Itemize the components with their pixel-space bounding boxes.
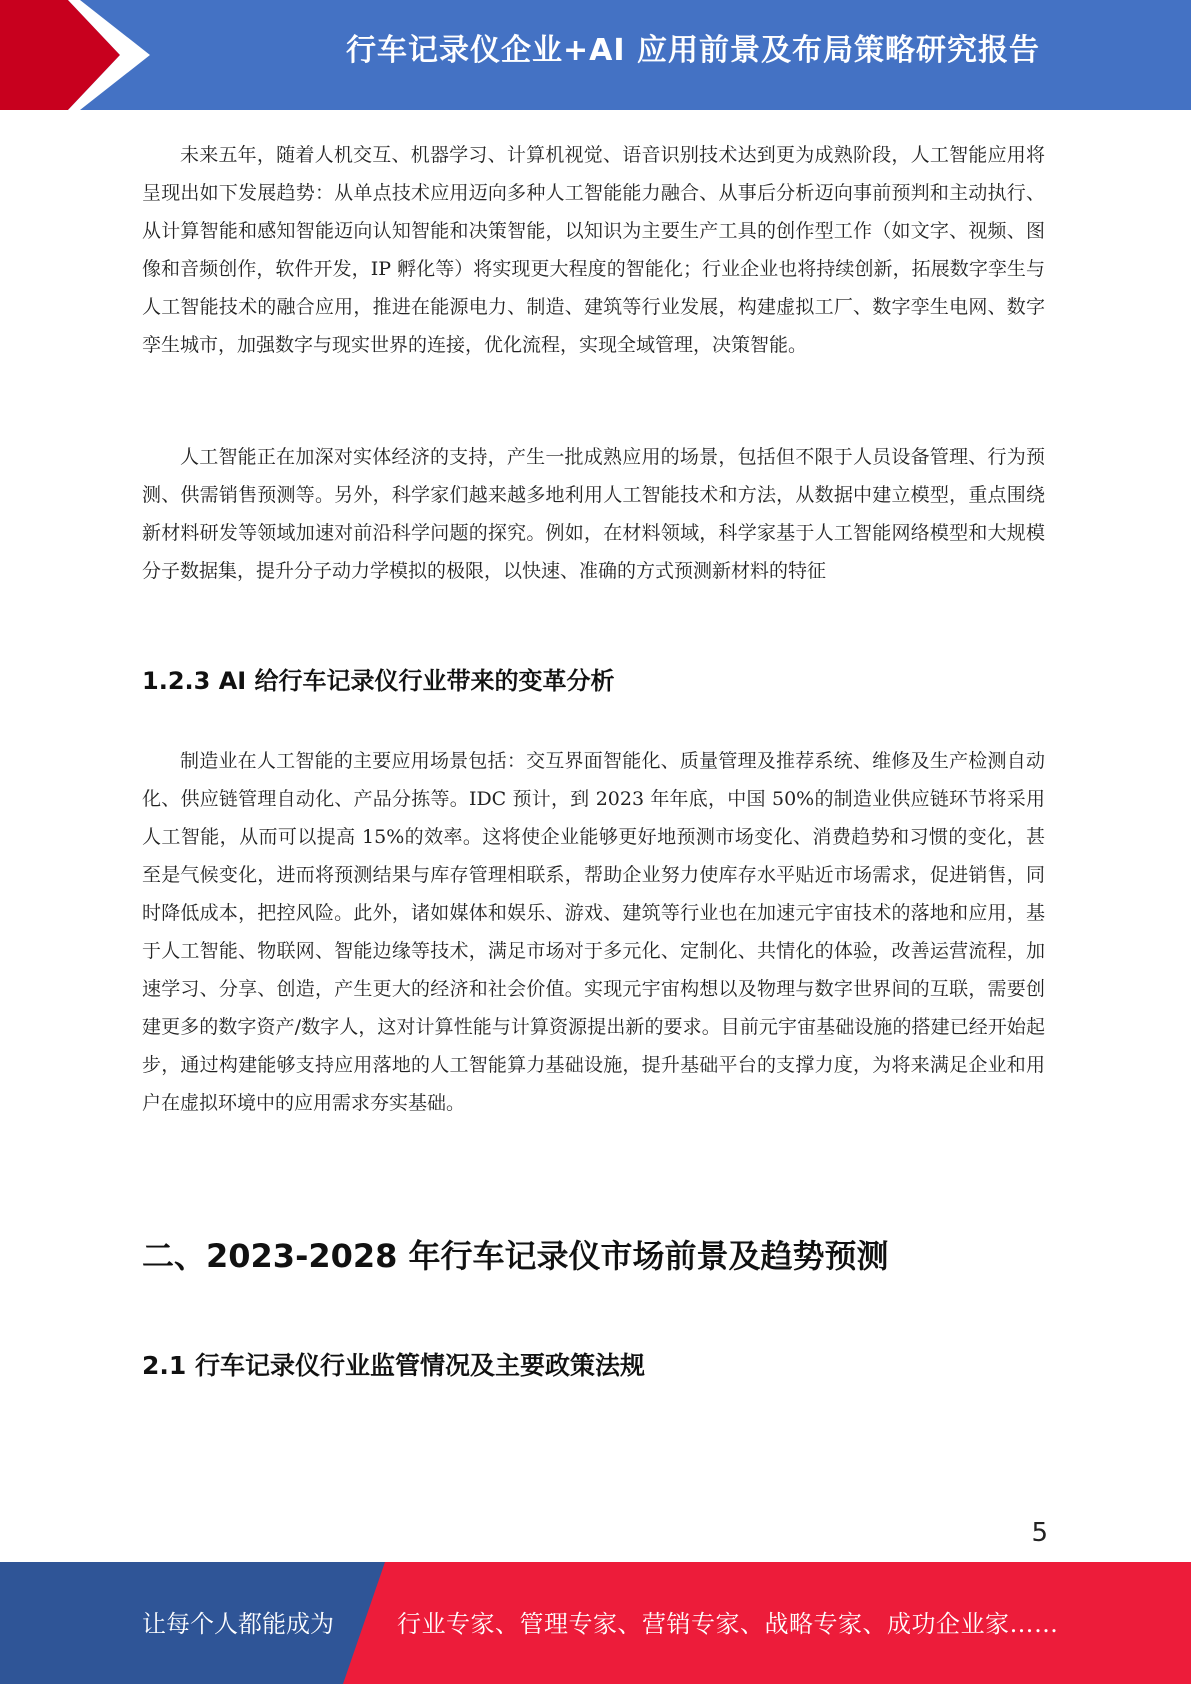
section-heading-2-1: 2.1 行车记录仪行业监管情况及主要政策法规	[142, 1351, 645, 1380]
report-title: 行车记录仪企业+AI 应用前景及布局策略研究报告	[346, 33, 1040, 68]
header-arrow-shape	[0, 0, 160, 110]
section-heading-1-2-3: 1.2.3 AI 给行车记录仪行业带来的变革分析	[142, 667, 615, 695]
footer-slogan-right: 行业专家、管理专家、营销专家、战略专家、成功企业家……	[397, 1610, 1059, 1638]
report-header	[0, 0, 1191, 110]
paragraph-ai-trends: 未来五年，随着人机交互、机器学习、计算机视觉、语音识别技术达到更为成熟阶段，人工智能应用将呈现出如下发展趋势：从单点技术应用迈向多种人工智能能力融合、从事后分析迈向事前预判和主动执行、从计算智能和感知智能迈向认知智能和决策智能，以知识为主要生产工具的创作型工作（如文字、视频、图像和音频创作，软件开发，IP 孵化等）将实现更大程度的智能化；行业企业也将持续创新，拓展数字孪生与人工智能技术的融合应用，推进在能源电力、制造、建筑等行业发展，构建虚拟工厂、数字孪生电网、数字孪生城市，加强数字与现实世界的连接，优化流程，实现全域管理，决策智能。	[142, 144, 1045, 356]
report-footer	[0, 1562, 1191, 1684]
paragraph-manufacturing-ai: 制造业在人工智能的主要应用场景包括：交互界面智能化、质量管理及推荐系统、维修及生产检测自动化、供应链管理自动化、产品分拣等。IDC 预计，到 2023 年年底，中国 50%的制造业供应链环节将采用人工智能，从而可以提高 15%的效率。这将使企业能够更好地预测市场变化、消费趋势和习惯的变化，甚至是气候变化，进而将预测结果与库存管理相联系，帮助企业努力使库存水平贴近市场需求，促进销售，同时降低成本，把控风险。此外，诸如媒体和娱乐、游戏、建筑等行业也在加速元宇宙技术的落地和应用，基于人工智能、物联网、智能边缘等技术，满足市场对于多元化、定制化、共情化的体验，改善运营流程，加速学习、分享、创造，产生更大的经济和社会价值。实现元宇宙构想以及物理与数字世界间的互联，需要创建更多的数字资产/数字人，这对计算性能与计算资源提出新的要求。目前元宇宙基础设施的搭建已经开始起步，通过构建能够支持应用落地的人工智能算力基础设施，提升基础平台的支撑力度，为将来满足企业和用户在虚拟环境中的应用需求夯实基础。	[142, 750, 1045, 1114]
chapter-heading-2: 二、2023-2028 年行车记录仪市场前景及趋势预测	[142, 1237, 889, 1275]
page-number: 5	[1031, 1518, 1048, 1548]
paragraph-ai-economy: 人工智能正在加深对实体经济的支持，产生一批成熟应用的场景，包括但不限于人员设备管理、行为预测、供需销售预测等。另外，科学家们越来越多地利用人工智能技术和方法，从数据中建立模型，重点围绕新材料研发等领域加速对前沿科学问题的探究。例如，在材料领域，科学家基于人工智能网络模型和大规模分子数据集，提升分子动力学模拟的极限，以快速、准确的方式预测新材料的特征	[142, 446, 1045, 582]
footer-slogan-left: 让每个人都能成为	[142, 1610, 334, 1638]
